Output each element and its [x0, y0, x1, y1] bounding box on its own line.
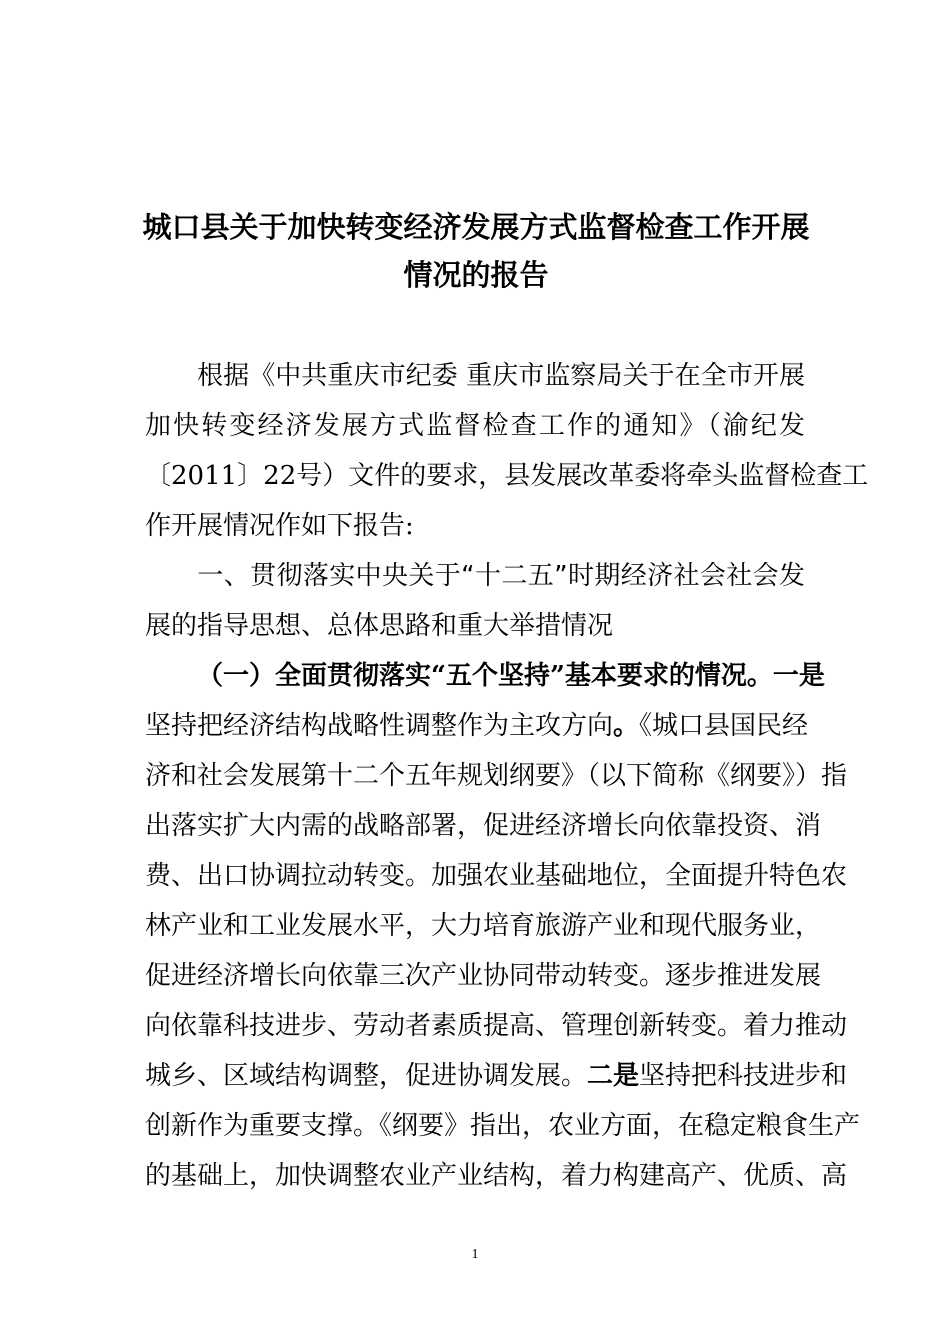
subsection-heading-text: （一）全面贯彻落实“五个坚持”基本要求的情况。一是	[197, 661, 825, 691]
body-line-6: 林产业和工业发展水平，大力培育旅游产业和现代服务业，	[145, 911, 822, 941]
page-number: 1	[471, 1247, 479, 1262]
body-line-8: 向依靠科技进步、劳动者素质提高、管理创新转变。着力推动	[145, 1011, 848, 1041]
document-title-line-1: 城口县关于加快转变经济发展方式监督检查工作开展	[142, 210, 810, 244]
body-line-9-c: 坚持把科技进步和	[639, 1061, 848, 1091]
section-heading-line-1	[145, 560, 805, 592]
body-line-9-a: 城乡、区域结构调整，促进协调发展。	[145, 1061, 588, 1091]
intro-line-1	[145, 360, 805, 392]
section-heading-line-2: 展的指导思想、总体思路和重大举措情况	[145, 611, 614, 641]
body-line-9-b: 二是	[587, 1061, 640, 1091]
body-line-2-c: 《城口县国民经	[639, 711, 809, 741]
body-line-5: 费、出口协调拉动转变。加强农业基础地位，全面提升特色农	[145, 861, 848, 891]
body-line-7: 促进经济增长向依靠三次产业协同带动转变。逐步推进发展	[145, 961, 822, 991]
body-line-2	[145, 710, 809, 742]
body-line-3: 济和社会发展第十二个五年规划纲要》（以下简称《纲要》）指	[145, 761, 848, 791]
intro-text-1: 根据《中共重庆市纪委 重庆市监察局关于在全市开展	[197, 361, 805, 391]
body-line-2-a: 坚持把经济结构战略性调整作为主攻方向	[145, 711, 614, 741]
document-title-line-2: 情况的报告	[403, 258, 549, 292]
subsection-heading-line	[145, 660, 825, 692]
section-heading-text-1: 一、贯彻落实中央关于“十二五”时期经济社会社会发	[197, 561, 805, 591]
body-line-10: 创新作为重要支撑。《纲要》指出，农业方面，在稳定粮食生产	[145, 1111, 861, 1141]
body-line-2-b: 。	[613, 711, 640, 741]
body-line-9	[145, 1060, 848, 1092]
intro-line-3: 〔2011〕22号）文件的要求，县发展改革委将牵头监督检查工	[145, 461, 869, 491]
intro-line-4: 作开展情况作如下报告:	[145, 511, 414, 541]
intro-line-2: 加快转变经济发展方式监督检查工作的通知》（渝纪发	[145, 411, 805, 441]
body-line-4: 出落实扩大内需的战略部署，促进经济增长向依靠投资、消	[145, 811, 822, 841]
body-line-11: 的基础上，加快调整农业产业结构，着力构建高产、优质、高	[145, 1161, 848, 1191]
